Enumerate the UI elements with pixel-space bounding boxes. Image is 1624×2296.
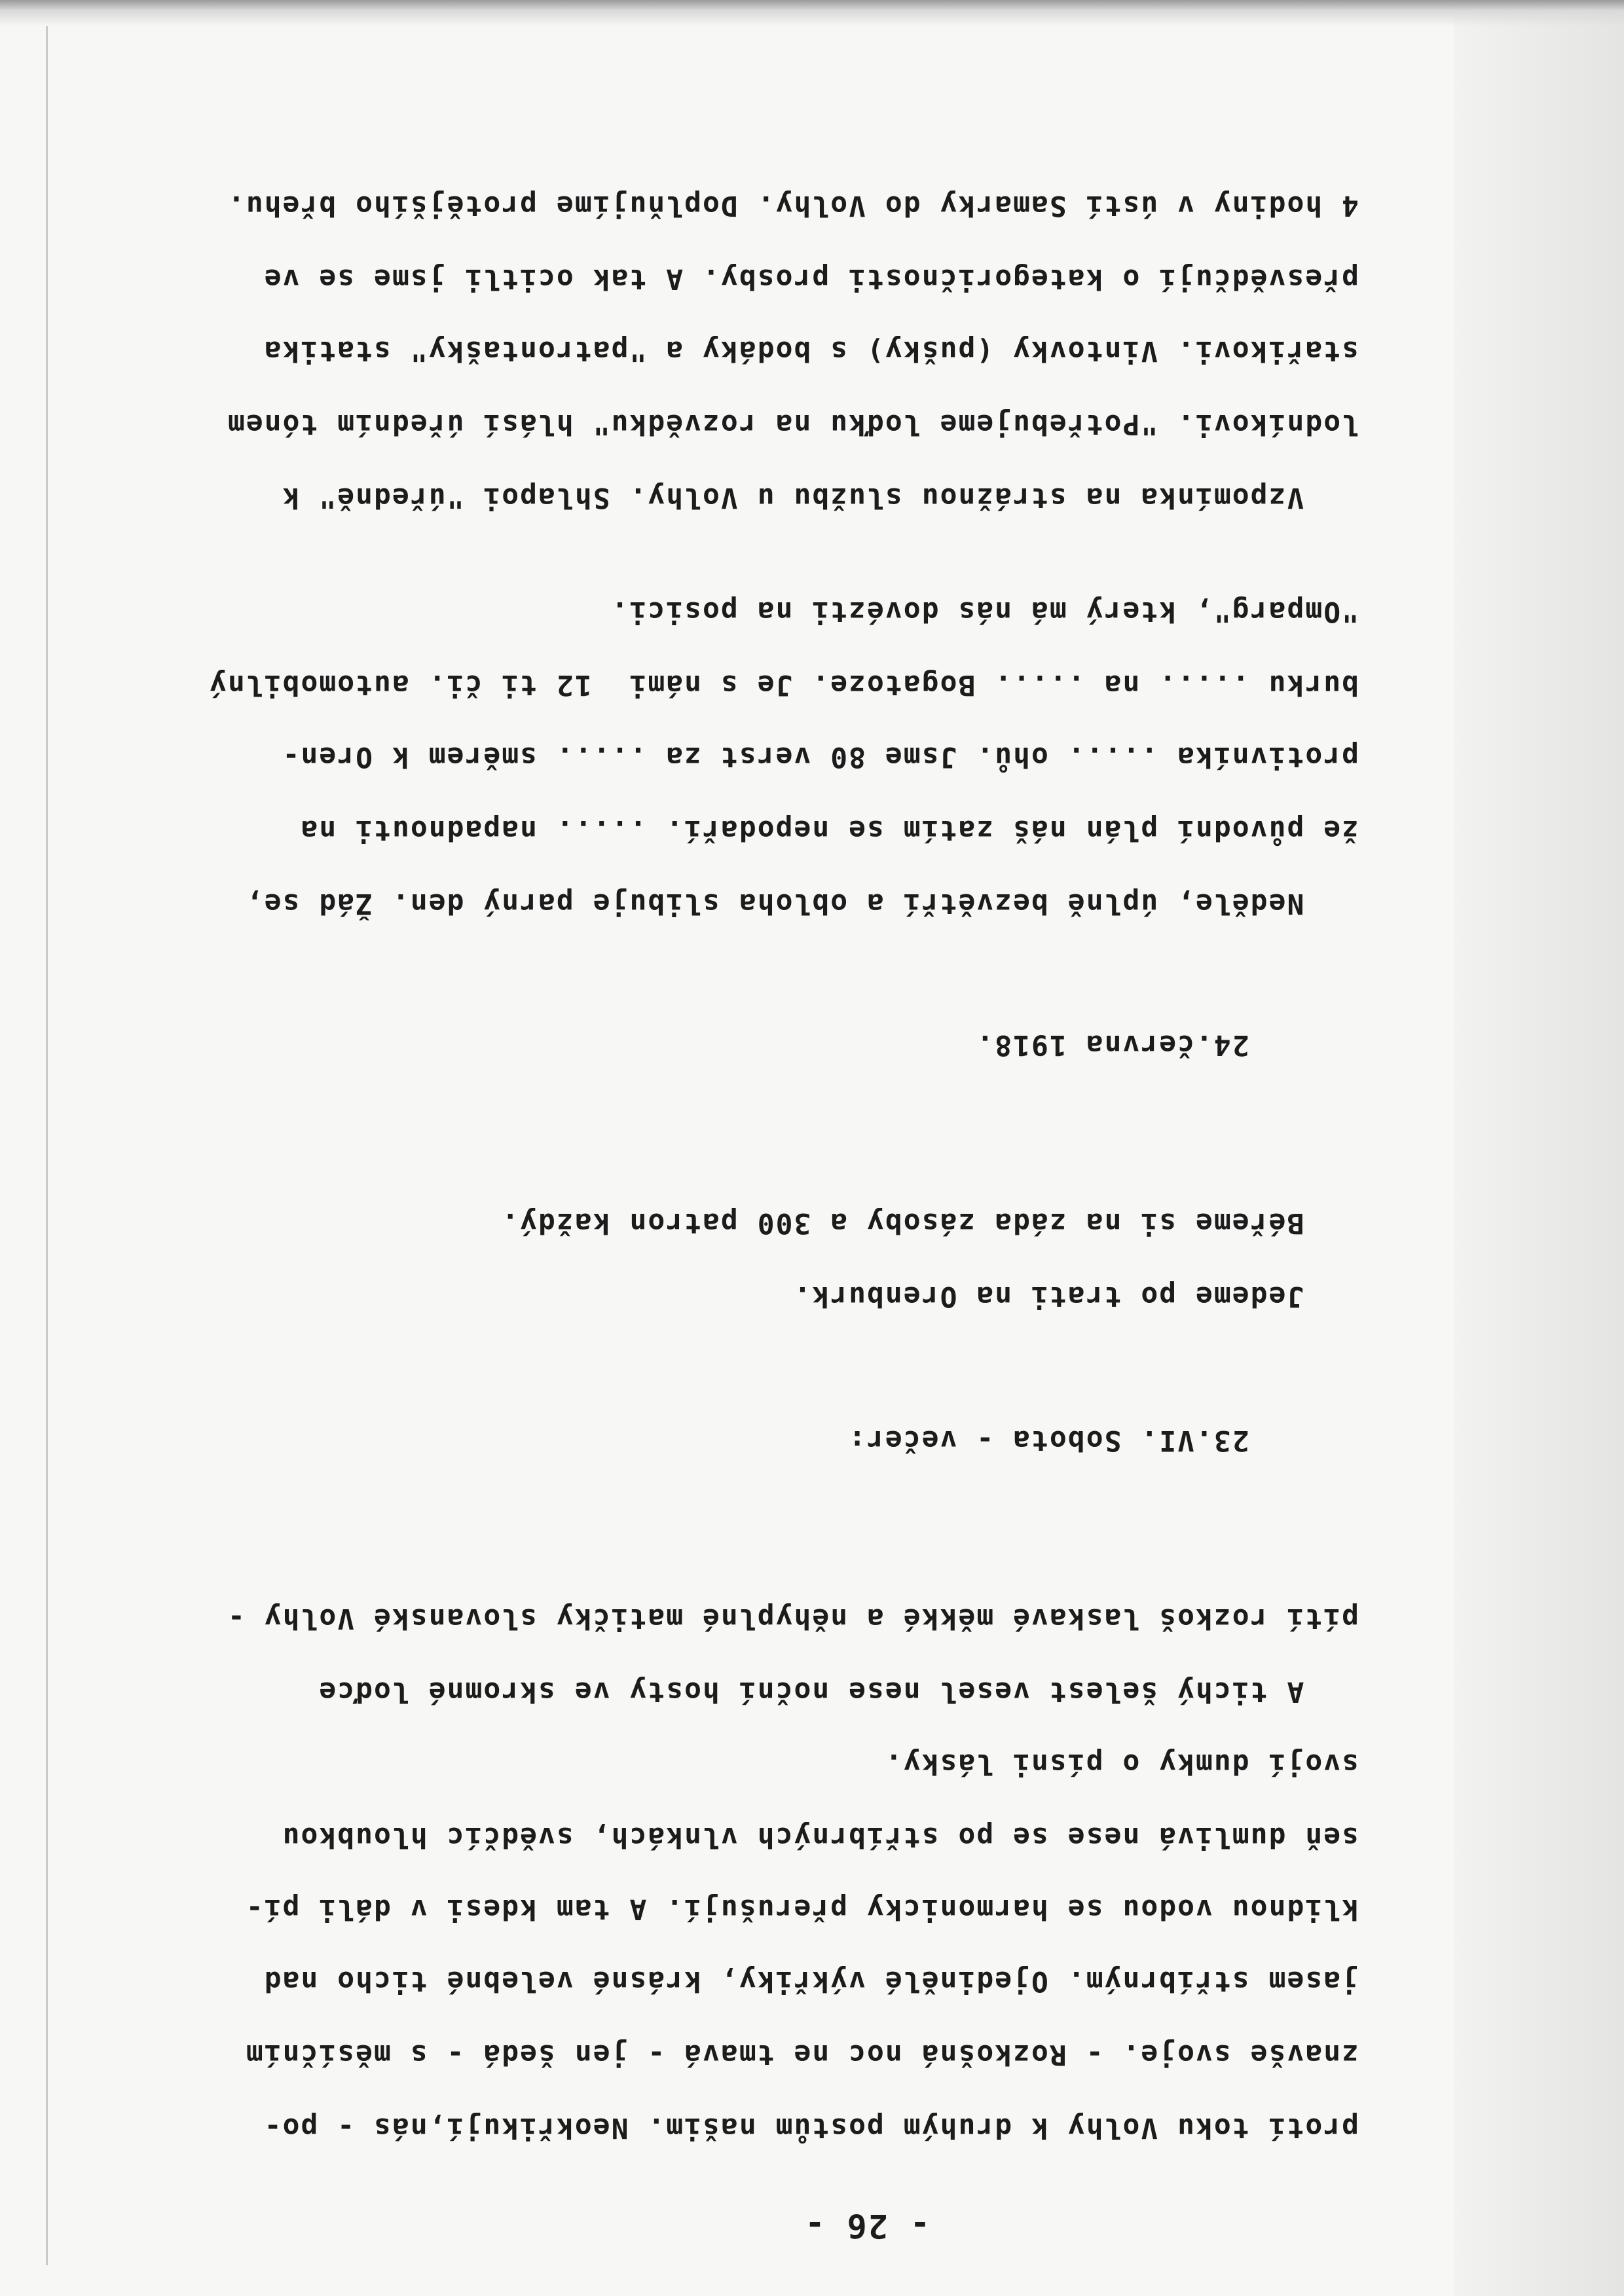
text-line: "Omparg", který má nás dovézti na posici.	[610, 595, 1359, 628]
text-line: seň dumlivá nese se po stříbrných vlnkách, svědčíc hloubkou	[281, 1821, 1359, 1853]
text-line: Vzpomínka na strážnou službu u Volhy. Shlapoi "úředně" k	[281, 481, 1359, 514]
text-line: protí toku Volhy k druhým postům našim. Neokřikují,nás - po-	[263, 2111, 1359, 2144]
text-line: svojí dumky o písni lásky.	[883, 1747, 1359, 1780]
text-line: A tichý šelest vesel nese noční hosty ve skromné loďce	[318, 1675, 1359, 1708]
section-heading: 23.VI. Sobota - večer:	[847, 1424, 1359, 1457]
text-line: stařikovi. Vintovky (pušky) s bodáky a "patrontašky" statika	[263, 335, 1359, 367]
text-line: Jedeme po trati na Orenburk.	[792, 1280, 1359, 1313]
page-number: - 26 -	[803, 2207, 930, 2245]
section-heading: 24.června 1918.	[975, 1029, 1359, 1061]
text-line: lodníkovi. "Potřebujeme loďku na rozvědku" hlásí úředním tónem	[226, 408, 1359, 441]
text-line: 4 hodiny v ústí Samarky do Volhy. Doplňujíme protějšího břehu.	[226, 189, 1359, 222]
text-line: jasem stříbrným. Ojedinělé výkřiky, krásné velebné ticho nad	[263, 1965, 1359, 1997]
text-line: burku ..... na ..... Bogatoze. Je s námi 12 ti či. automobilný	[208, 668, 1359, 701]
text-line: že původní plán náš zatím se nepodaří. ..... napadnouti na	[299, 814, 1359, 847]
text-line: pítí rozkoš laskavé měkké a něhyplné matičky slovanské Volhy -	[226, 1602, 1359, 1635]
text-line: znavše svoje. - Rozkošná noc ne tmavá - jen šedá - s měsíčním	[244, 2038, 1359, 2071]
text-line: protivníka ..... ohů. Jsme 80 verst za ..... směrem k Oren-	[281, 740, 1359, 773]
text-line: Neděle, úplně bezvětří a obloha slibuje parný den. Žád se,	[244, 887, 1359, 920]
text-line: přesvědčují o kategoričnosti prosby. A tak ocitli jsme se ve	[263, 263, 1359, 295]
text-line: klidnou vodou se harmonicky přerušují. A tam kdesi v dáli pí-	[244, 1893, 1359, 1925]
text-line: Béřeme si na záda zásoby a 300 patron každý.	[500, 1207, 1359, 1239]
